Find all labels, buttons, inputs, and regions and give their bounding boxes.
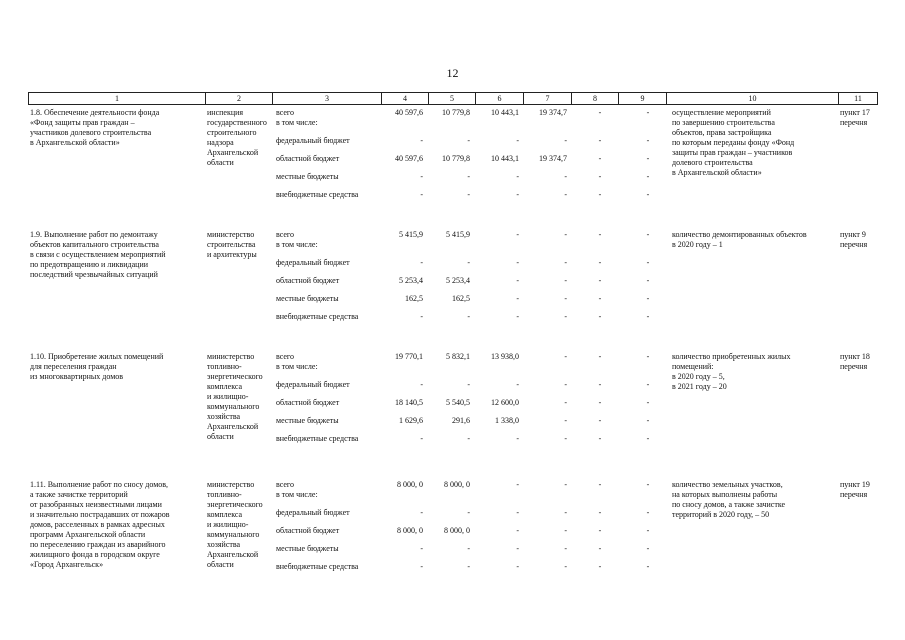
value-cell: 13 938,0 [491,352,519,361]
value-cell: - [467,380,470,389]
funding-source: областной бюджет [276,276,340,285]
row-reference: пункт 18 перечня [840,352,870,371]
row-result: количество демонтированных объектов в 2020 году – 1 [672,230,807,249]
funding-source: федеральный бюджет [276,136,350,145]
row-reference: пункт 9 перечня [840,230,868,249]
value-cell: - [516,508,519,517]
row-name: 1.8. Обеспечение деятельности фонда «Фонд защиты прав граждан – участников долевого строительства в Архангельской области» [30,108,160,147]
header-cell-9: 9 [618,93,666,104]
value-cell: - [598,230,602,239]
value-cell: - [467,258,470,267]
value-cell: 8 000, 0 [444,480,470,489]
value-cell: - [646,172,650,181]
funding-source: федеральный бюджет [276,258,350,267]
row-result: количество земельных участков, на которых выполнены работы по сносу домов, а также зачистке территорий в 2020 году, – 50 [672,480,786,519]
value-cell: 162,5 [405,294,423,303]
funding-source: местные бюджеты [276,294,339,303]
value-cell: - [516,190,519,199]
value-cell: - [516,562,519,571]
row-executor: министерство строительства и архитектуры [207,230,257,259]
value-cell: - [646,294,650,303]
value-cell: - [646,480,650,489]
row-name: 1.10. Приобретение жилых помещений для переселения граждан из многоквартирных домов [30,352,164,381]
value-cell: - [564,398,567,407]
value-cell: - [646,276,650,285]
value-cell: 162,5 [452,294,470,303]
value-cell: - [598,312,602,321]
value-cell: - [646,416,650,425]
row-executor: инспекция государственного строительного надзора Архангельской области [207,108,267,167]
funding-source: местные бюджеты [276,416,339,425]
value-cell: - [646,434,650,443]
value-cell: - [420,190,423,199]
value-cell: 19 374,7 [539,154,567,163]
row-result: осуществление мероприятий по завершению строительства объектов, права застройщика по которым переданы фонду «Фонд защиты прав граждан – участников долевого строительства в Архангельской области» [672,108,795,177]
value-cell: 10 779,8 [442,108,470,117]
row-executor: министерство топливно- энергетического комплекса и жилищно- коммунального хозяйства Архангельской области [207,480,263,569]
value-cell: - [564,190,567,199]
value-cell: 19 770,1 [395,352,423,361]
value-cell: - [564,136,567,145]
value-cell: - [564,434,567,443]
value-cell: - [598,562,602,571]
header-cell-3: 3 [272,93,381,104]
value-cell: - [598,108,602,117]
value-cell: - [646,230,650,239]
value-cell: - [420,136,423,145]
value-cell: - [516,172,519,181]
value-cell: - [564,526,567,535]
value-cell: - [467,172,470,181]
row-executor: министерство топливно- энергетического комплекса и жилищно- коммунального хозяйства Архангельской области [207,352,263,441]
value-cell: - [516,136,519,145]
value-cell: - [516,434,519,443]
value-cell: - [564,508,567,517]
value-cell: 1 629,6 [399,416,423,425]
header-cell-11: 11 [838,93,878,104]
value-cell: - [516,544,519,553]
value-cell: - [420,562,423,571]
value-cell: 5 832,1 [446,352,470,361]
header-cell-6: 6 [475,93,523,104]
value-cell: - [564,352,567,361]
funding-source: всего в том числе: [276,480,318,499]
value-cell: - [598,294,602,303]
value-cell: - [467,562,470,571]
value-cell: - [564,544,567,553]
value-cell: - [516,380,519,389]
value-cell: 19 374,7 [539,108,567,117]
header-cell-7: 7 [523,93,571,104]
funding-source: всего в том числе: [276,230,318,249]
value-cell: 5 253,4 [446,276,470,285]
header-cell-1: 1 [28,93,205,104]
value-cell: 12 600,0 [491,398,519,407]
value-cell: - [564,276,567,285]
value-cell: - [564,562,567,571]
value-cell: - [420,258,423,267]
value-cell: - [598,136,602,145]
value-cell: - [646,526,650,535]
value-cell: - [516,526,519,535]
header-cell-4: 4 [381,93,428,104]
value-cell: - [598,154,602,163]
value-cell: - [420,312,423,321]
value-cell: 10 443,1 [491,154,519,163]
row-reference: пункт 19 перечня [840,480,870,499]
value-cell: - [564,230,567,239]
page-number: 12 [446,66,459,80]
value-cell: 40 597,6 [395,108,423,117]
value-cell: - [564,312,567,321]
funding-source: федеральный бюджет [276,508,350,517]
value-cell: - [598,434,602,443]
value-cell: - [646,136,650,145]
value-cell: - [564,294,567,303]
row-result: количество приобретенных жилых помещений: в 2020 году – 5, в 2021 году – 20 [672,352,791,391]
value-cell: - [467,434,470,443]
value-cell: - [420,544,423,553]
value-cell: - [467,508,470,517]
value-cell: - [598,172,602,181]
value-cell: - [598,526,602,535]
value-cell: - [646,380,650,389]
row-reference: пункт 17 перечня [840,108,870,127]
value-cell: 5 415,9 [399,230,423,239]
value-cell: 10 779,8 [442,154,470,163]
value-cell: - [598,258,602,267]
value-cell: - [516,258,519,267]
value-cell: - [564,480,567,489]
value-cell: - [564,172,567,181]
funding-source: всего в том числе: [276,352,318,371]
value-cell: - [467,136,470,145]
value-cell: - [598,276,602,285]
value-cell: - [420,508,423,517]
value-cell: - [467,544,470,553]
header-cell-2: 2 [205,93,272,104]
value-cell: 40 597,6 [395,154,423,163]
value-cell: - [516,312,519,321]
value-cell: 5 415,9 [446,230,470,239]
header-cell-8: 8 [571,93,618,104]
value-cell: - [516,294,519,303]
funding-source: областной бюджет [276,398,340,407]
value-cell: - [646,398,650,407]
value-cell: - [646,190,650,199]
value-cell: - [467,312,470,321]
value-cell: - [646,154,650,163]
value-cell: - [420,380,423,389]
value-cell: - [598,416,602,425]
value-cell: 8 000, 0 [397,526,423,535]
row-name: 1.11. Выполнение работ по сносу домов, а также зачистке территорий от разобранных неизвестными лицами и значительно пострадавших от пожаров домов, расселенных в рамках адресных программ Архангельской области по переселению граждан из аварийного жилищного фонда в городском округе «Город Архангельск» [30,480,170,569]
value-cell: - [564,380,567,389]
funding-source: федеральный бюджет [276,380,350,389]
value-cell: 5 540,5 [446,398,470,407]
row-name: 1.9. Выполнение работ по демонтажу объектов капитального строительства в связи с осуществлением мероприятий по предотвращению и ликвидации последствий чрезвычайных ситуаций [30,230,166,279]
value-cell: - [598,480,602,489]
value-cell: - [420,434,423,443]
funding-source: внебюджетные средства [276,312,359,321]
value-cell: - [646,108,650,117]
value-cell: - [646,312,650,321]
value-cell: - [516,276,519,285]
value-cell: - [516,480,519,489]
funding-source: областной бюджет [276,154,340,163]
value-cell: 8 000, 0 [444,526,470,535]
value-cell: - [467,190,470,199]
value-cell: 8 000, 0 [397,480,423,489]
header-cell-5: 5 [428,93,475,104]
value-cell: - [564,416,567,425]
value-cell: - [598,352,602,361]
value-cell: - [646,258,650,267]
funding-source: местные бюджеты [276,172,339,181]
header-cell-10: 10 [666,93,838,104]
value-cell: 291,6 [452,416,470,425]
value-cell: 18 140,5 [395,398,423,407]
table-header-row [28,92,878,105]
value-cell: - [598,544,602,553]
funding-source: местные бюджеты [276,544,339,553]
funding-source: внебюджетные средства [276,562,359,571]
value-cell: - [646,544,650,553]
value-cell: - [646,352,650,361]
value-cell: - [420,172,423,181]
value-cell: 1 338,0 [495,416,519,425]
value-cell: - [516,230,519,239]
funding-source: внебюджетные средства [276,190,359,199]
value-cell: 5 253,4 [399,276,423,285]
value-cell: - [598,190,602,199]
value-cell: - [598,380,602,389]
value-cell: 10 443,1 [491,108,519,117]
value-cell: - [564,258,567,267]
funding-source: областной бюджет [276,526,340,535]
funding-source: внебюджетные средства [276,434,359,443]
value-cell: - [646,508,650,517]
funding-source: всего в том числе: [276,108,318,127]
value-cell: - [598,398,602,407]
value-cell: - [598,508,602,517]
value-cell: - [646,562,650,571]
